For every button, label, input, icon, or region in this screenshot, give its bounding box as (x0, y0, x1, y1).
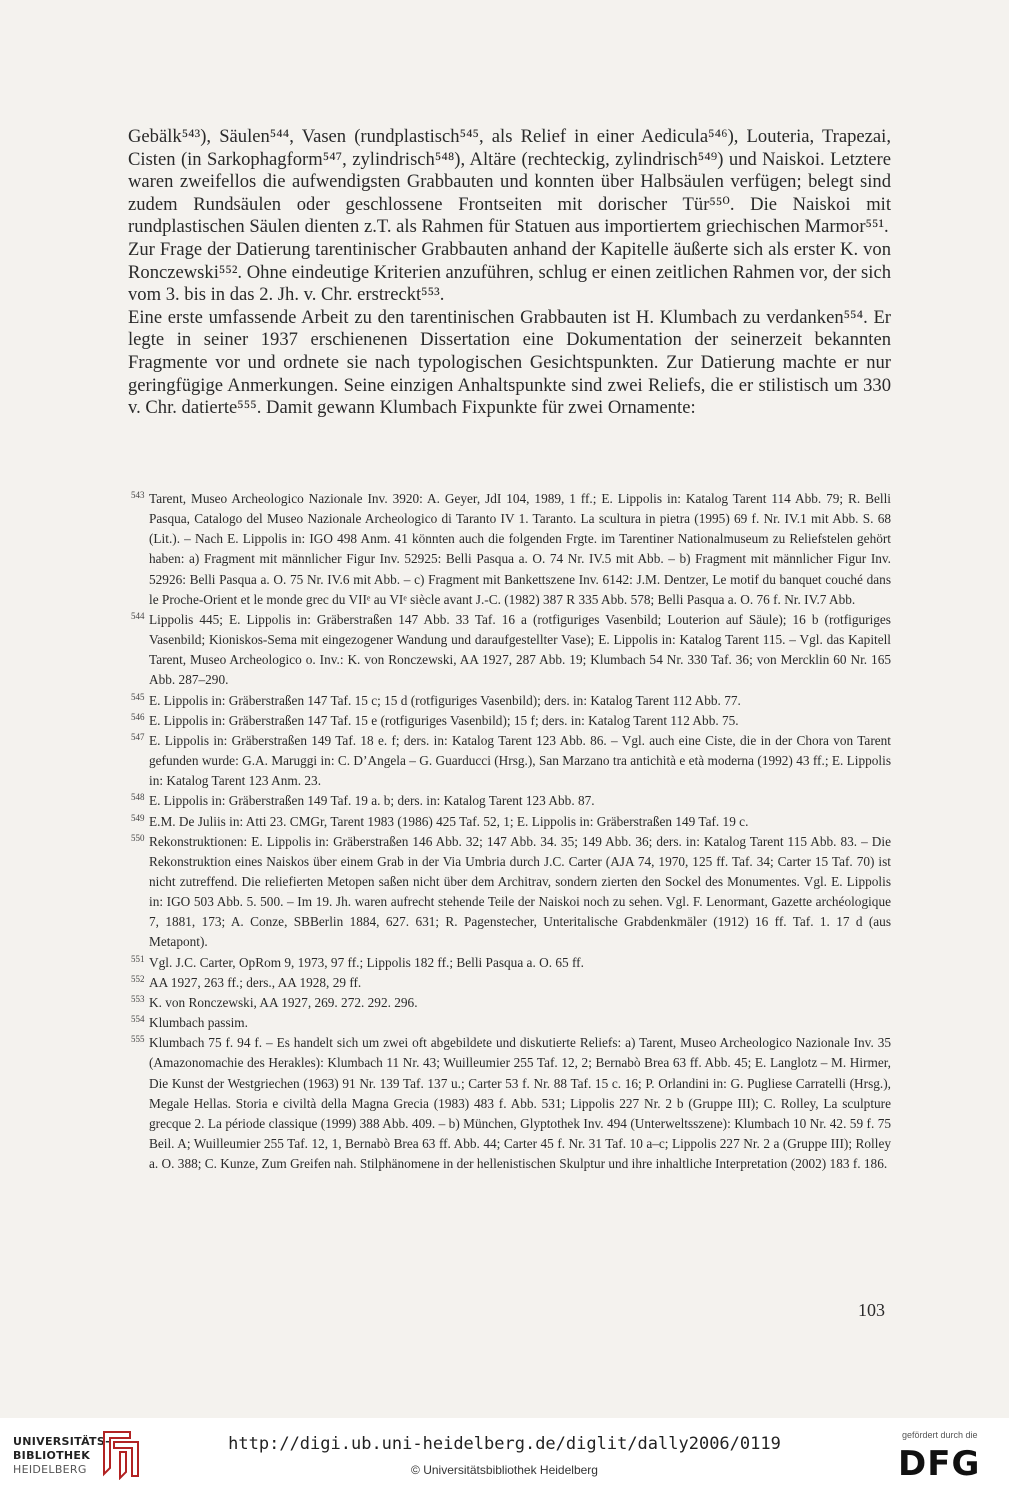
page-url-link[interactable]: http://digi.ub.uni-heidelberg.de/diglit/dally2006/0119 (228, 1434, 781, 1454)
footnote-number: 546 (131, 711, 145, 722)
footnote-number: 550 (131, 832, 145, 843)
footnote-number: 545 (131, 691, 145, 702)
footnote (131, 832, 891, 953)
footnote-text: E. Lippolis in: Gräberstraßen 147 Taf. 15 c; 15 d (rotfiguriges Vasenbild); ders. in: Katalog Tarent 112 Abb. 77. (149, 692, 741, 708)
page-number: 103 (858, 1300, 885, 1320)
paragraph: Zur Frage der Datierung tarentinischer Grabbauten anhand der Kapitelle äußerte sich als erster K. von Ronczewski⁵⁵². Ohne eindeutige Kriterien anzuführen, schlug er einen zeitlichen Rahmen vor, der sich vom 3. bis in das 2. Jh. v. Chr. erstreckt⁵⁵³. (128, 238, 891, 306)
footnote (131, 791, 891, 811)
footnote-text: E. Lippolis in: Gräberstraßen 147 Taf. 15 e (rotfiguriges Vasenbild); 15 f; ders. in: Katalog Tarent 112 Abb. 75. (149, 712, 739, 728)
footnote (131, 1033, 891, 1174)
logo-line: BIBLIOTHEK (13, 1449, 91, 1462)
footnote-number: 551 (131, 953, 145, 964)
paragraph: Gebälk⁵⁴³), Säulen⁵⁴⁴, Vasen (rundplastisch⁵⁴⁵, als Relief in einer Aedicula⁵⁴⁶), Louteria, Trapezai, Cisten (in Sarkophagform⁵⁴⁷, zylindrisch⁵⁴⁸), Altäre (rechteckig, zylindrisch⁵⁴⁹) und Naiskoi. Letztere waren zweifellos die aufwendigsten Grabbauten und konnten über Halbsäulen verfügen; belegt sind zudem Rundsäulen oder geschlossene Frontseiten mit dorischer Tür⁵⁵⁰. Die Naiskoi mit rundplastischen Säulen dienten z.T. als Rahmen für Statuen aus importiertem griechischen Marmor⁵⁵¹. (128, 126, 891, 238)
footnote-number: 549 (131, 812, 145, 823)
footnote-text: Klumbach passim. (149, 1015, 248, 1031)
footnote-number: 547 (131, 731, 145, 742)
footnote-number: 555 (131, 1034, 145, 1045)
copyright-text: © Universitätsbibliothek Heidelberg (411, 1463, 598, 1477)
footnote (131, 953, 891, 973)
footnote-number: 554 (131, 1014, 145, 1025)
dfg-logo[interactable]: DFG (898, 1444, 981, 1484)
footnote (131, 489, 891, 610)
footnote (131, 993, 891, 1013)
footnote-number: 552 (131, 973, 145, 984)
footnote (131, 691, 891, 711)
footnote (131, 610, 891, 691)
footnote-text: E. Lippolis in: Gräberstraßen 149 Taf. 19 a. b; ders. in: Katalog Tarent 123 Abb. 87. (149, 793, 595, 809)
footnote-text: Rekonstruktionen: E. Lippolis in: Gräberstraßen 146 Abb. 32; 147 Abb. 34. 35; 149 Abb. 36; ders. in: Katalog Tarent 115 Abb. 83. – Die Rekonstruktion eines Naiskos über einem Grab in der Via Umbria durch J.C. Carter (AJA 74, 1970, 125 ff. Taf. 34; Carter 15 Taf. 70) ist nicht zutreffend. Die reliefierten Metopen saßen nicht über dem Architrav, sondern zierten den Sockel des Monumentes. Vgl. E. Lippolis in: IGO 503 Abb. 5. 500. – Im 19. Jh. waren aufrecht stehende Teile der Naiskoi noch zu sehen. Vgl. F. Lenormant, Gazette archéologique 7, 1881, 173; A. Conze, SBBerlin 1884, 627. 631; R. Pagenstecher, Unteritalische Grabdenkmäler (1912) 16 ff. Taf. 1. 17 d (aus Metapont). (149, 833, 891, 950)
footnote-text: K. von Ronczewski, AA 1927, 269. 272. 292. 296. (149, 994, 418, 1010)
footnote (131, 731, 891, 791)
footnote-text: Lippolis 445; E. Lippolis in: Gräberstraßen 147 Abb. 33 Taf. 16 a (rotfiguriges Vasenbild; Louterion auf Säule); 16 b (rotfiguriges Vasenbild; Kioniskos-Sema mit eingezogener Wandung und daraufgestellter Vase); E. Lippolis in: Katalog Tarent 115. – Vgl. das Kapitell Tarent, Museo Archeologico o. Inv.: K. von Ronczewski, AA 1927, 287 Abb. 19; Klumbach 54 Nr. 330 Taf. 36; von Mercklin 60 Nr. 165 Abb. 287–290. (149, 611, 891, 688)
footnote (131, 1013, 891, 1033)
main-text (128, 126, 891, 420)
footer-bar (0, 1418, 1009, 1489)
footnote-number: 553 (131, 993, 145, 1004)
footnote-number: 548 (131, 792, 145, 803)
paragraph: Eine erste umfassende Arbeit zu den tarentinischen Grabbauten ist H. Klumbach zu verdanken⁵⁵⁴. Er legte in seiner 1937 erschienenen Dissertation eine Dokumentation der seinerzeit bekannten Fragmente vor und ordnete sie nach typologischen Gesichtspunkten. Zur Datierung machte er nur geringfügige Anmerkungen. Seine einzigen Anhaltspunkte sind zwei Reliefs, die er stilistisch um 330 v. Chr. datierte⁵⁵⁵. Damit gewann Klumbach Fixpunkte für zwei Ornamente: (128, 306, 891, 419)
footnote-text: Tarent, Museo Archeologico Nazionale Inv. 3920: A. Geyer, JdI 104, 1989, 1 ff.; E. Lippolis in: Katalog Tarent 114 Abb. 79; R. Belli Pasqua, Catalogo del Museo Nazionale Archeologico di Taranto IV 1. Taranto. La scultura in pietra (1995) 69 f. Nr. IV.1 mit Abb. S. 68 (Lit.). – Nach E. Lippolis in: IGO 498 Anm. 41 könnten auch die folgenden Frgte. im Tarentiner Nationalmuseum zu Reliefstelen gehört haben: a) Fragment mit männlicher Figur Inv. 52925: Belli Pasqua a. O. 74 Nr. IV.5 mit Abb. – b) Fragment mit männlicher Figur Inv. 52926: Belli Pasqua a. O. 75 Nr. IV.6 mit Abb. – c) Fragment mit Bankettszene Inv. 6142: J.M. Dentzer, Le motif du banquet couché dans le Proche-Orient et le monde grec du VIIᵉ au VIᵉ siècle avant J.-C. (1982) 387 R 335 Abb. 578; Belli Pasqua a. O. 76 f. Nr. IV.7 Abb. (149, 491, 891, 607)
footnote-number: 543 (131, 490, 145, 500)
footnote (131, 711, 891, 731)
dfg-caption: gefördert durch die (902, 1430, 978, 1440)
footnotes (131, 489, 891, 1174)
footnote-text: Klumbach 75 f. 94 f. – Es handelt sich um zwei oft abgebildete und diskutierte Reliefs: a) Tarent, Museo Archeologico Nazionale Inv. 35 (Amazonomachie des Herakles): Klumbach 11 Nr. 43; Wuilleumier 255 Taf. 12, 2; Bernabò Brea 63 ff. Abb. 45; E. Langlotz – M. Hirmer, Die Kunst der Westgriechen (1963) 91 Nr. 139 Taf. 137 u.; Carter 53 f. Nr. 88 Taf. 15 c. 16; P. Orlandini in: G. Pugliese Carratelli (Hrsg.), Megale Hellas. Storia e civiltà della Magna Grecia (1983) 483 f. Abb. 531; Lippolis 227 Nr. 2 b (Gruppe III); C. Rolley, La sculpture grecque 2. La période classique (1999) 388 Abb. 409. – b) München, Glyptothek Inv. 494 (Unterweltsszene): Klumbach 10 Nr. 42. 59 f. 75 Beil. A; Wuilleumier 255 Taf. 12, 1, Bernabò Brea 63 ff. Abb. 44; Carter 45 f. Nr. 31 Taf. 10 a–c; Lippolis 227 Nr. 2 a (Gruppe III); Rolley a. O. 388; C. Kunze, Zum Greifen nah. Stilphänomene in der hellenistischen Skulptur und ihre inhaltliche Interpretation (2002) 183 f. 186. (149, 1035, 891, 1172)
logo-line: HEIDELBERG (13, 1463, 87, 1476)
logo-line: UNIVERSITÄTS- (13, 1435, 110, 1448)
footnote (131, 812, 891, 832)
footnote-text: E. Lippolis in: Gräberstraßen 149 Taf. 18 e. f; ders. in: Katalog Tarent 123 Abb. 86. – Vgl. auch eine Ciste, die in der Chora von Tarent gefunden wurde: G.A. Maruggi in: C. D’Angela – G. Guarducci (Hrsg.), San Marzano tra antichità e età moderna (1992) 43 ff.; E. Lippolis in: Katalog Tarent 123 Anm. 23. (149, 732, 891, 789)
footnote-text: AA 1927, 263 ff.; ders., AA 1928, 29 ff. (149, 974, 362, 990)
footnote-number: 544 (131, 610, 145, 621)
footnote (131, 973, 891, 993)
footnote-text: Vgl. J.C. Carter, OpRom 9, 1973, 97 ff.; Lippolis 182 ff.; Belli Pasqua a. O. 65 ff. (149, 954, 584, 970)
footnote-text: E.M. De Juliis in: Atti 23. CMGr, Tarent 1983 (1986) 425 Taf. 52, 1; E. Lippolis in: Gräberstraßen 149 Taf. 19 c. (149, 813, 749, 829)
